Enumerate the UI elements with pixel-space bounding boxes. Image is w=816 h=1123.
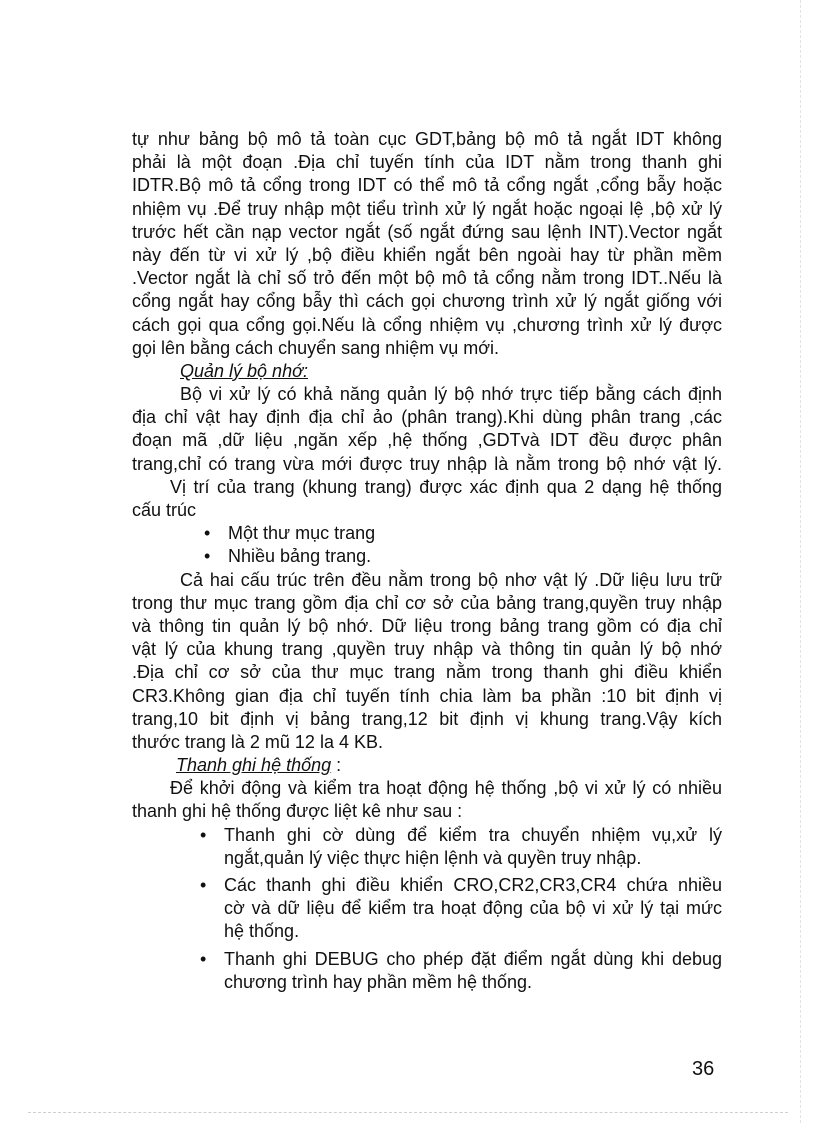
text-line: .Vector ngắt là chỉ số trỏ đến một bộ mô tả cổng nằm trong IDT..Nếu là bbox=[132, 268, 722, 289]
text-line: và thông tin quản lý bộ nhớ. Dữ liệu trong bảng trang gồm có địa chỉ bbox=[132, 615, 722, 636]
list-item bbox=[132, 874, 722, 944]
text-line: địa chỉ vật hay định địa chỉ ảo (phân trang).Khi dùng phân trang ,các bbox=[132, 407, 722, 428]
bullet-list-registers bbox=[132, 824, 722, 994]
list-item-text: cờ và dữ liệu để kiểm tra hoạt động của bộ vi xử lý tại mức bbox=[224, 898, 722, 919]
list-item-text: Nhiều bảng trang. bbox=[228, 546, 372, 567]
text-line: nhiệm vụ .Để truy nhập một tiểu trình xử lý ngắt hoặc ngoại lệ ,bộ xử lý bbox=[132, 198, 722, 219]
text-line: phải là một đoạn .Địa chỉ tuyến tính của IDT nằm trong thanh ghi bbox=[132, 152, 722, 173]
text-line: này đến từ vi xử lý ,bộ điều khiển ngắt bên ngoài hay từ phần mềm bbox=[132, 244, 722, 265]
bullet-list-structures bbox=[132, 522, 722, 568]
list-item bbox=[132, 948, 722, 994]
paragraph-page-location bbox=[132, 476, 722, 522]
heading-text: Quản lý bộ nhớ: bbox=[180, 360, 308, 381]
text-line: Để khởi động và kiểm tra hoạt động hệ thống ,bộ vi xử lý có nhiều bbox=[170, 778, 722, 799]
text-line: trang,10 bit định vị bảng trang,12 bit định vị khung trang.Vậy kích bbox=[132, 708, 722, 729]
heading-memory-management bbox=[132, 360, 722, 383]
list-item-text: hệ thống. bbox=[224, 921, 300, 942]
bullet-icon: • bbox=[200, 948, 207, 969]
text-line: cổng ngắt hay cổng bẫy thì cách gọi chương trình xử lý ngắt giống với bbox=[132, 291, 722, 312]
page-number: 36 bbox=[692, 1058, 715, 1080]
text-line: Bộ vi xử lý có khả năng quản lý bộ nhớ trực tiếp bằng cách định bbox=[180, 384, 722, 405]
paragraph-structures bbox=[132, 569, 722, 755]
list-item bbox=[132, 522, 722, 545]
text-line: trong thư mục trang gồm địa chỉ cơ sở của bảng trang,quyền truy nhập bbox=[132, 592, 722, 613]
list-item-text: ngắt,quản lý việc thực hiện lệnh và quyền truy nhập. bbox=[224, 847, 642, 868]
text-line: Cả hai cấu trúc trên đều nằm trong bộ nhơ vật lý .Dữ liệu lưu trữ bbox=[180, 569, 722, 590]
text-line: thanh ghi hệ thống được liệt kê như sau : bbox=[132, 801, 463, 822]
text-line: gọi lên bằng cách chuyển sang nhiệm vụ mới. bbox=[132, 337, 500, 358]
list-item bbox=[132, 824, 722, 870]
text-line: đoạn mã ,dữ liệu ,ngăn xếp ,hệ thống ,GDTvà IDT đều được phân bbox=[132, 430, 722, 451]
list-item-text: Một thư mục trang bbox=[228, 523, 376, 544]
heading-suffix: : bbox=[331, 755, 342, 776]
text-line: cấu trúc bbox=[132, 500, 197, 520]
text-line: vật lý của khung trang ,quyền truy nhập và thông tin quản lý bộ nhớ bbox=[132, 639, 722, 660]
list-item bbox=[132, 545, 722, 568]
bullet-icon: • bbox=[204, 523, 211, 544]
text-line: IDTR.Bộ mô tả cổng trong IDT có thể mô tả cổng ngắt ,cổng bẫy hoặc bbox=[132, 175, 722, 196]
text-line: Vị trí của trang (khung trang) được xác định qua 2 dạng hệ thống bbox=[170, 476, 722, 497]
list-item-text: chương trình hay phần mềm hệ thống. bbox=[224, 971, 533, 992]
text-line: trước hết cần nạp vector ngắt (số ngắt đứng sau lệnh INT).Vector ngắt bbox=[132, 221, 722, 242]
text-line: trang,chỉ có trang vừa mới được truy nhập là nằm trong bộ nhớ vật lý. bbox=[132, 453, 722, 474]
bullet-icon: • bbox=[204, 546, 211, 567]
list-item-text: Các thanh ghi điều khiển CRO,CR2,CR3,CR4 chứa nhiều bbox=[224, 875, 722, 896]
page-content bbox=[132, 128, 722, 994]
list-item-text: Thanh ghi DEBUG cho phép đặt điểm ngắt dùng khi debug bbox=[224, 948, 722, 969]
bullet-icon: • bbox=[200, 875, 207, 896]
margin-guide bbox=[800, 0, 801, 1123]
paragraph-idt bbox=[132, 128, 722, 360]
heading-system-registers bbox=[132, 754, 722, 777]
heading-text: Thanh ghi hệ thống bbox=[176, 755, 332, 776]
list-item-text: Thanh ghi cờ dùng để kiểm tra chuyển nhiệm vụ,xử lý bbox=[224, 824, 722, 845]
text-line: CR3.Không gian địa chỉ tuyến tính chia làm ba phần :10 bit định vị bbox=[132, 685, 722, 706]
text-line: cách gọi qua cổng gọi.Nếu là cổng nhiệm vụ ,chương trình xử lý được bbox=[132, 314, 722, 335]
text-line: tự như bảng bộ mô tả toàn cục GDT,bảng bộ mô tả ngắt IDT không bbox=[132, 129, 722, 149]
footer-divider bbox=[28, 1112, 788, 1113]
paragraph-registers bbox=[132, 777, 722, 823]
bullet-icon: • bbox=[200, 824, 207, 845]
text-line: thước trang là 2 mũ 12 la 4 KB. bbox=[132, 731, 383, 752]
paragraph-paging bbox=[132, 383, 722, 476]
text-line: .Địa chỉ cơ sở của thư mục trang nằm trong thanh ghi điều khiển bbox=[132, 662, 722, 683]
